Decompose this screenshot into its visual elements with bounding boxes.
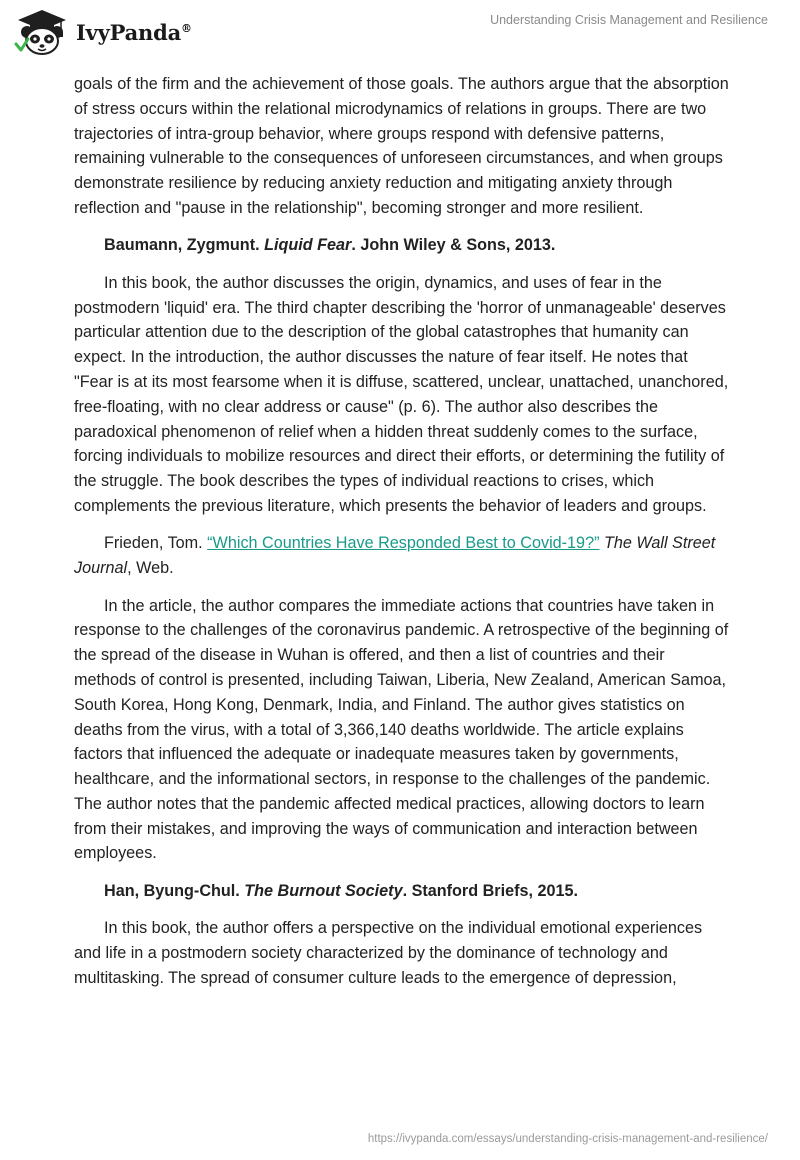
reference-publisher: . John Wiley & Sons, 2013. [351,236,556,255]
page-header [0,0,800,64]
brand-name: IvyPanda® [76,19,192,45]
paragraph-continuation: goals of the firm and the achievement of those goals. The authors argue that the absorption of stress occurs within the relational microdynamics of relations in groups. There are two trajectories of intra-group behavior, where groups respond with defensive patterns, remaining vulnerable to the consequences of unforeseen circumstances, and when groups demonstrate resilience by reducing anxiety reduction and mitigating anxiety through reflection and "pause in the relationship", becoming stronger and more resilient. [74,75,729,217]
essay-content [74,72,730,1003]
reference-title: The Burnout Society [244,881,403,900]
ivypanda-logo[interactable] [14,8,192,56]
reference-frieden [74,531,730,581]
annotation-frieden: In the article, the author compares the immediate actions that countries have taken in response to the challenges of the coronavirus pandemic. A retrospective of the beginning of the spread of the disease in Wuhan is offered, and then a list of countries and their methods of control is presented, including Taiwan, Liberia, New Zealand, American Samoa, South Korea, Hong Kong, Denmark, India, and Finland. The author gives statistics on deaths from the virus, with a total of 3,366,140 deaths worldwide. The article explains factors that influenced the adequate or inadequate measures taken by governments, healthcare, and the informational sectors, in response to the challenges of the pandemic. The author notes that the pandemic affected medical practices, allowing doctors to learn from their mistakes, and improving the ways of communication and interaction between employees. [74,596,729,863]
annotation-baumann: In this book, the author discusses the origin, dynamics, and uses of fear in the postmodern 'liquid' era. The third chapter describing the 'horror of unmanageable' deserves particular attention due to the description of the global catastrophes that humanity can expect. In the introduction, the author discusses the nature of fear itself. He notes that "Fear is at its most fearsome when it is diffuse, scattered, unclear, unattached, unanchored, free-floating, with no clear address or cause" (p. 6). The author also describes the paradoxical phenomenon of relief when a hidden threat suddenly comes to the surface, forcing individuals to mobilize resources and direct their efforts, or determining the futility of the struggle. The book describes the types of individual reactions to crises, which complements the previous literature, which presents the behavior of leaders and groups. [74,273,729,515]
reference-rest: , Web. [127,559,174,578]
article-link[interactable]: “Which Countries Have Responded Best to Covid-19?” [207,534,600,553]
reference-title: Liquid Fear [264,236,352,255]
reference-author: Baumann, Zygmunt. [104,236,265,255]
panda-graduate-icon [14,8,70,56]
reference-journal: The Wall Street Journal [74,534,716,578]
reference-author: Frieden, Tom. [104,534,208,553]
reference-han [74,879,730,904]
reference-baumann [74,233,730,258]
annotation-han: In this book, the author offers a perspective on the individual emotional experiences and life in a postmodern society characterized by the dominance of technology and multitasking. The spread of consumer culture leads to the emergence of depression, [74,919,703,987]
reference-publisher: . Stanford Briefs, 2015. [402,881,579,900]
document-title: Understanding Crisis Management and Resilience [490,13,768,27]
registered-mark: ® [181,21,192,35]
footer-url[interactable]: https://ivypanda.com/essays/understanding-crisis-management-and-resilience/ [367,1133,768,1145]
reference-author: Han, Byung-Chul. [104,881,245,900]
